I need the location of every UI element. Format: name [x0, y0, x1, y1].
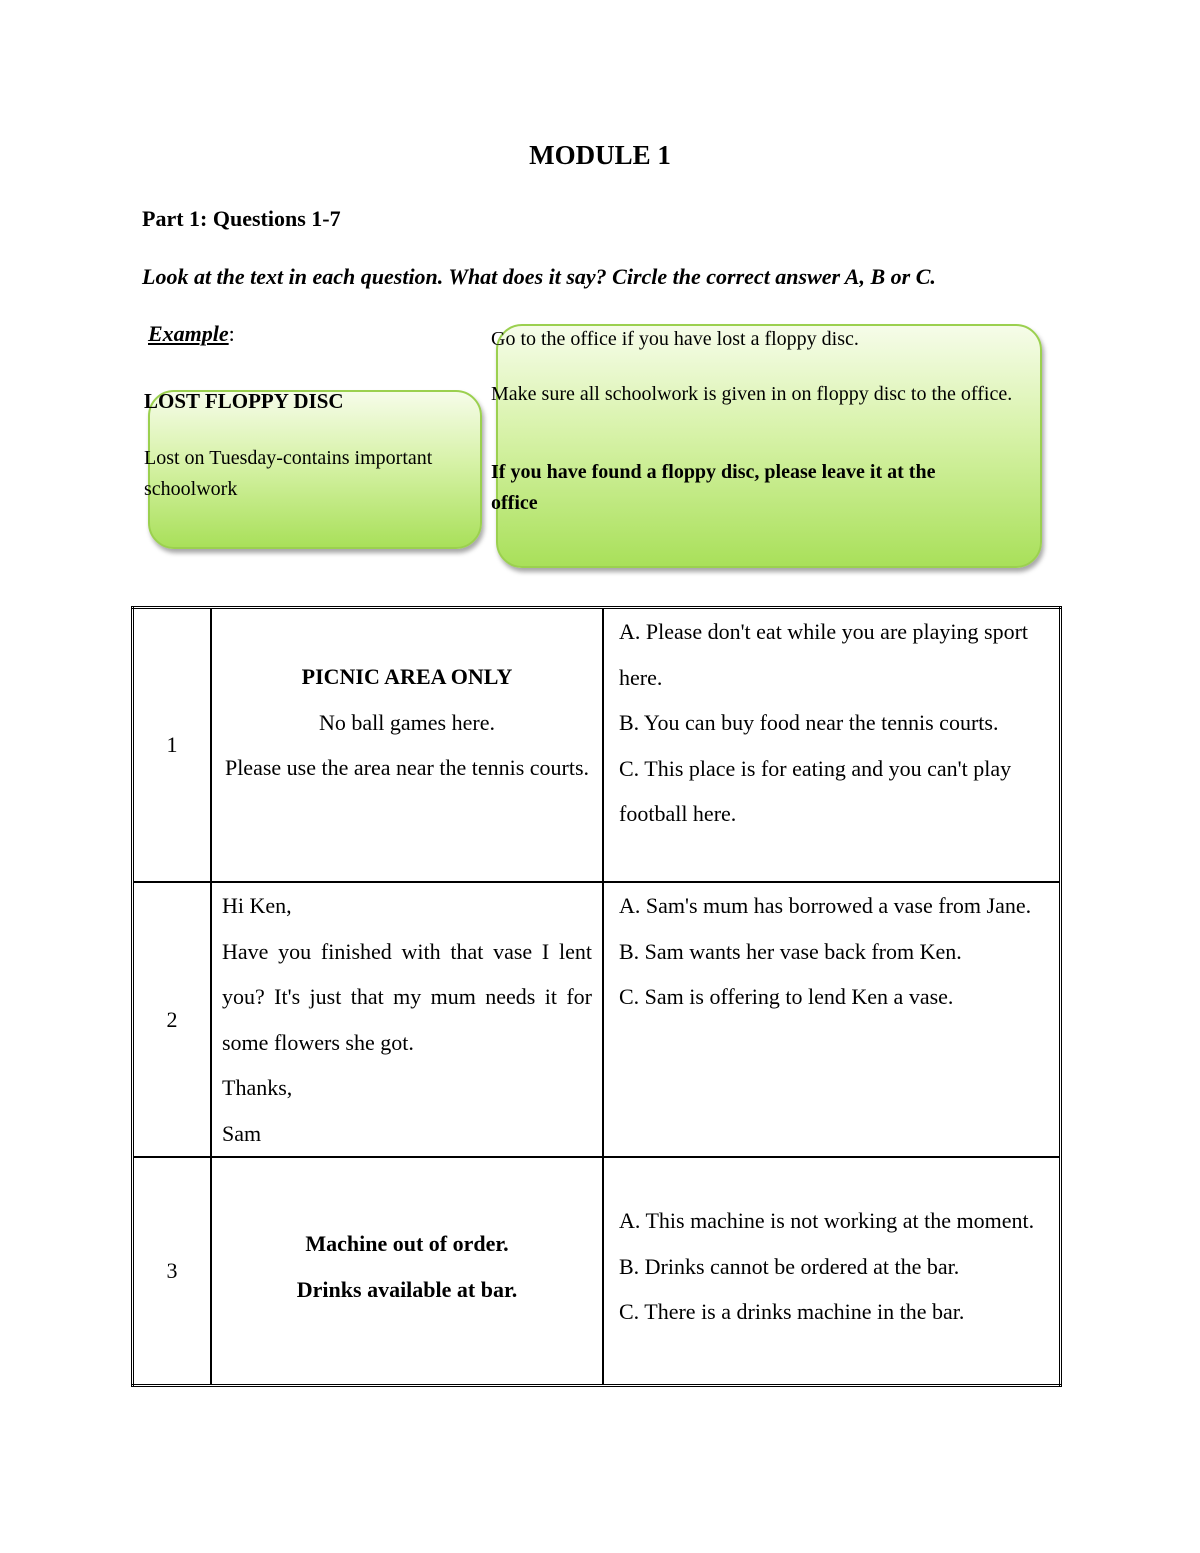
- questions-table: [131, 606, 1062, 1387]
- question-notice: [211, 882, 603, 1157]
- question-number: 2: [133, 882, 212, 1157]
- choice-c[interactable]: C. There is a drinks machine in the bar.: [619, 1299, 965, 1324]
- example-label-text: Example: [148, 321, 229, 346]
- example-label-colon: :: [228, 321, 235, 346]
- choice-a[interactable]: A. Please don't eat while you are playing sport here.: [619, 619, 1029, 690]
- question-number: 1: [133, 608, 212, 883]
- choice-c[interactable]: C. This place is for eating and you can't play football here.: [619, 755, 1012, 826]
- question-row: [133, 1157, 1061, 1386]
- notice-line: Have you finished with that vase I lent you? It's just that my mum needs it for some flowers she got.: [222, 938, 592, 1055]
- question-choices: [603, 1157, 1061, 1386]
- example-notice-title: LOST FLOPPY DISC: [144, 389, 344, 413]
- question-notice: [211, 1157, 603, 1386]
- notice-line: Thanks,: [222, 1075, 293, 1100]
- choice-a[interactable]: A. Sam's mum has borrowed a vase from Jane.: [619, 893, 1032, 918]
- notice-line: Hi Ken,: [222, 893, 292, 918]
- choice-c[interactable]: C. Sam is offering to lend Ken a vase.: [619, 984, 954, 1009]
- example-option-1: Go to the office if you have lost a floppy disc.: [491, 328, 859, 350]
- choice-b[interactable]: B. You can buy food near the tennis courts.: [619, 710, 999, 735]
- page-title: MODULE 1: [529, 140, 671, 170]
- notice-line: Please use the area near the tennis courts.: [224, 755, 590, 780]
- choice-b[interactable]: B. Sam wants her vase back from Ken.: [619, 938, 962, 964]
- question-number: 3: [133, 1157, 212, 1386]
- instructions: Look at the text in each question. What does it say? Circle the correct answer A, B or C.: [142, 264, 936, 289]
- example-options-box: [496, 324, 1042, 568]
- example-option-2: Make sure all schoolwork is given in on floppy disc to the office.: [491, 383, 1013, 405]
- notice-line: Machine out of order.: [305, 1231, 509, 1256]
- notice-line: PICNIC AREA ONLY: [301, 664, 513, 689]
- part-heading: Part 1: Questions 1-7: [142, 206, 341, 231]
- question-notice: [211, 608, 603, 883]
- question-row: [133, 882, 1061, 1157]
- question-row: [133, 608, 1061, 883]
- notice-line: Drinks available at bar.: [296, 1276, 518, 1302]
- choice-a[interactable]: A. This machine is not working at the moment.: [619, 1208, 1035, 1233]
- question-choices: [603, 608, 1061, 883]
- choice-b[interactable]: B. Drinks cannot be ordered at the bar.: [619, 1253, 960, 1279]
- notice-line: Sam: [222, 1120, 262, 1146]
- notice-line: No ball games here.: [319, 709, 495, 735]
- example-notice-text: Lost on Tuesday-contains important schoolwork: [144, 447, 433, 500]
- example-option-3: If you have found a floppy disc, please leave it at the office: [491, 461, 936, 514]
- example-label: [148, 321, 235, 347]
- question-choices: [603, 882, 1061, 1157]
